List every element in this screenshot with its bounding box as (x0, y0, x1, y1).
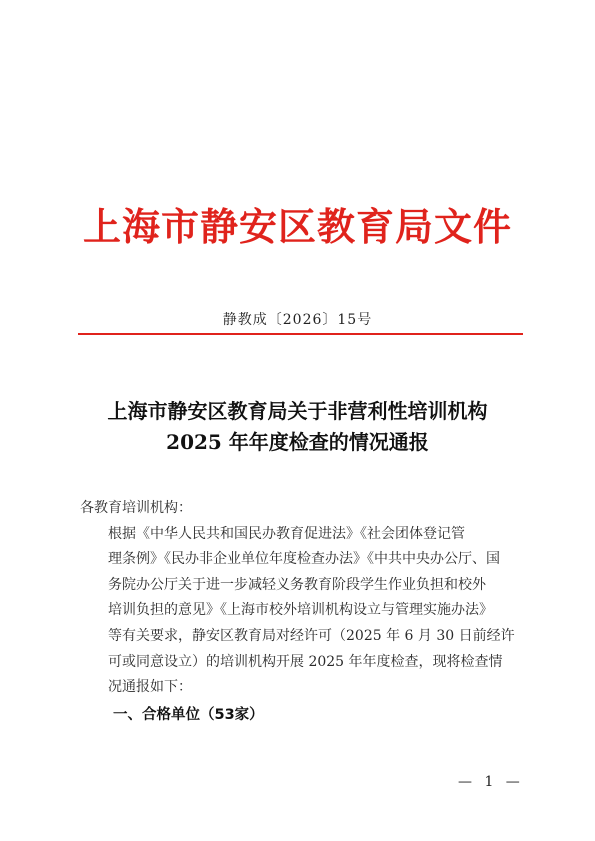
body-line: 可或同意设立）的培训机构开展 2025 年年度检查，现将检查情 (108, 653, 503, 670)
document-title (0, 396, 595, 458)
body-line: 根据《中华人民共和国民办教育促进法》《社会团体登记管 (108, 525, 465, 542)
body-line: 等有关要求，静安区教育局对经许可（2025 年 6 月 30 日前经许 (108, 627, 515, 644)
body-line: 况通报如下： (108, 679, 192, 696)
salutation: 各教育培训机构： (80, 500, 192, 516)
page-number: — 1 — (458, 774, 524, 790)
body-line: 培训负担的意见》《上海市校外培训机构设立与管理实施办法》 (108, 602, 493, 619)
title-line-2: 2025 年年度检查的情况通报 (166, 430, 429, 454)
title-line-1: 上海市静安区教育局关于非营利性培训机构 (107, 399, 488, 423)
document-number: 静教成〔2026〕15号 (222, 312, 373, 328)
red-divider-rule (78, 333, 523, 335)
section-heading: 一、合格单位（53家） (113, 706, 264, 723)
body-line: 理条例》《民办非企业单位年度检查办法》《中共中央办公厅、国 (108, 551, 500, 568)
document-masthead: 上海市静安区教育局文件 (82, 204, 512, 249)
body-paragraph (80, 522, 530, 701)
body-line: 务院办公厅关于进一步减轻义务教育阶段学生作业负担和校外 (108, 576, 486, 593)
document-body (80, 496, 530, 728)
